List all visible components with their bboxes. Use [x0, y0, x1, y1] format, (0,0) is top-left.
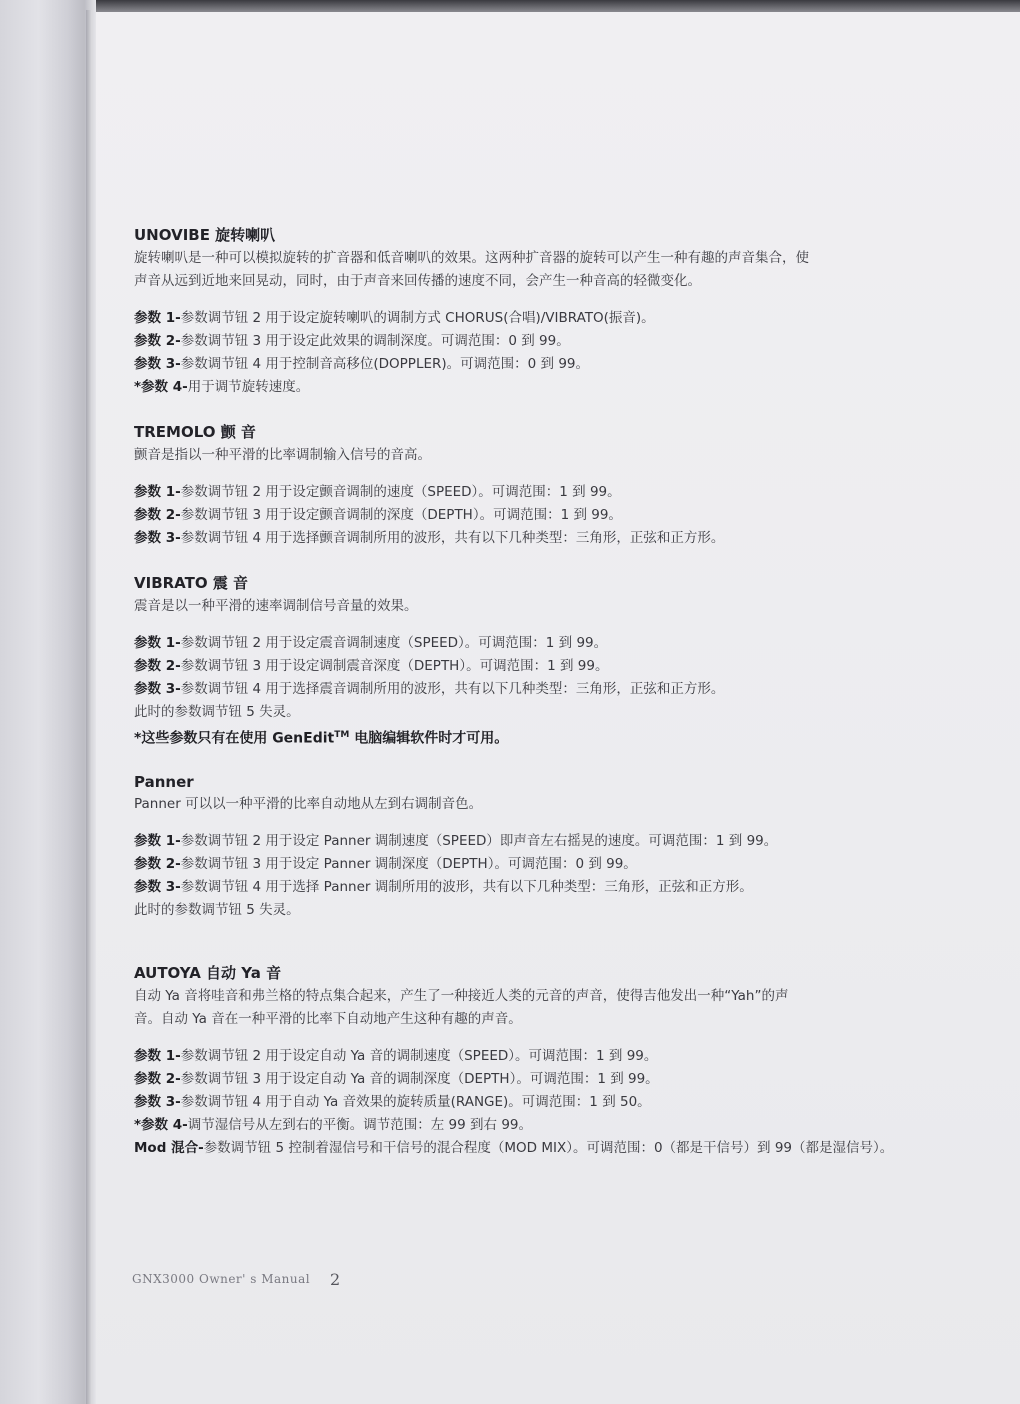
- genedit-note: [134, 724, 954, 751]
- autoya-heading: AUTOYA 自动 Ya 音: [134, 963, 282, 982]
- autoya-param-1: [134, 1045, 954, 1068]
- tremolo-param-1: [134, 481, 954, 504]
- param-text: 参数调节钮 2 用于设定旋转喇叭的调制方式 CHORUS(合唱)/VIBRATO(振音)。: [180, 310, 655, 326]
- param-text: 参数调节钮 5 控制着湿信号和干信号的混合程度（MOD MIX）。可调范围：0（都是干信号）到 99（都是湿信号）。: [203, 1139, 894, 1156]
- param-text: 参数调节钮 4 用于自动 Ya 音效果的旋转质量(RANGE)。可调范围：1 到 50。: [180, 1093, 651, 1110]
- unovibe-param-3: [134, 353, 954, 376]
- unovibe-param-4: [134, 376, 954, 399]
- param-text: 参数调节钮 3 用于设定 Panner 调制深度（DEPTH）。可调范围：0 到 99。: [180, 855, 637, 872]
- panner-param-2: [134, 853, 954, 876]
- param-text: 参数调节钮 4 用于选择震音调制所用的波形，共有以下几种类型：三角形，正弦和正方形。: [180, 681, 725, 697]
- tremolo-param-2: [134, 504, 954, 527]
- section-unovibe: [134, 224, 954, 399]
- panner-heading: Panner: [134, 772, 194, 791]
- page-gutter: [86, 10, 92, 1404]
- param-key: 参数 2-: [134, 333, 181, 349]
- param-key: 参数 1-: [134, 635, 181, 651]
- scan-top-shadow: [0, 0, 1020, 12]
- vibrato-param-3: [134, 678, 954, 701]
- autoya-param-3: [134, 1091, 954, 1114]
- param-key: 参数 2-: [134, 658, 181, 674]
- trademark-mark: TM: [334, 730, 350, 740]
- autoya-param-2: [134, 1068, 954, 1091]
- section-panner: [134, 773, 954, 922]
- param-key: 参数 2-: [134, 507, 181, 523]
- vibrato-heading: VIBRATO 震 音: [134, 574, 249, 592]
- unovibe-param-2: [134, 330, 954, 353]
- param-key: 参数 3-: [134, 1093, 181, 1110]
- vibrato-description: 震音是以一种平滑的速率调制信号音量的效果。: [134, 598, 418, 614]
- param-key: 参数 2-: [134, 855, 181, 872]
- param-text: 参数调节钮 4 用于选择 Panner 调制所用的波形，共有以下几种类型：三角形，正弦和正方形。: [180, 878, 753, 895]
- param-key: 参数 3-: [134, 530, 181, 546]
- vibrato-param-1: [134, 632, 954, 655]
- param-key: *参数 4-: [134, 1116, 188, 1133]
- vibrato-param-2: [134, 655, 954, 678]
- param-text: 参数调节钮 3 用于设定调制震音深度（DEPTH）。可调范围：1 到 99。: [180, 658, 609, 674]
- param-text: 参数调节钮 4 用于控制音高移位(DOPPLER)。可调范围：0 到 99。: [180, 356, 589, 372]
- page-content: [134, 224, 954, 1182]
- section-tremolo: [134, 421, 954, 550]
- autoya-mod-mix: [134, 1137, 954, 1160]
- param-key: 参数 3-: [134, 878, 181, 895]
- panner-param-1: [134, 830, 954, 853]
- param-text: 参数调节钮 2 用于设定震音调制速度（SPEED）。可调范围：1 到 99。: [180, 635, 608, 651]
- tremolo-description: 颤音是指以一种平滑的比率调制输入信号的音高。: [134, 447, 431, 463]
- param-text: 参数调节钮 3 用于设定自动 Ya 音的调制深度（DEPTH）。可调范围：1 到 99。: [180, 1070, 659, 1087]
- param-key: 参数 3-: [134, 681, 181, 697]
- unovibe-heading: UNOVIBE 旋转喇叭: [134, 226, 276, 244]
- param-key: 参数 1-: [134, 1047, 181, 1064]
- panner-description: Panner 可以以一种平滑的比率自动地从左到右调制音色。: [134, 795, 483, 812]
- param-text: 参数调节钮 2 用于设定 Panner 调制速度（SPEED）即声音左右摇晃的速度。可调范围：1 到 99。: [180, 832, 778, 849]
- tremolo-param-3: [134, 527, 954, 550]
- param-text: 用于调节旋转速度。: [187, 379, 310, 395]
- page-number: 2: [330, 1270, 341, 1289]
- param-key: 参数 2-: [134, 1070, 181, 1087]
- panner-param-3: [134, 876, 954, 899]
- param-key: *参数 4-: [134, 379, 188, 395]
- book-spine: [0, 0, 96, 1404]
- vibrato-note: 此时的参数调节钮 5 失灵。: [134, 704, 300, 720]
- param-text: 参数调节钮 3 用于设定此效果的调制深度。可调范围：0 到 99。: [180, 333, 570, 349]
- param-key: Mod 混合-: [134, 1139, 204, 1156]
- param-text: 参数调节钮 2 用于设定颤音调制的速度（SPEED）。可调范围：1 到 99。: [180, 484, 621, 500]
- param-key: 参数 1-: [134, 484, 181, 500]
- tremolo-heading: TREMOLO 颤 音: [134, 423, 256, 441]
- param-key: 参数 3-: [134, 356, 181, 372]
- param-key: 参数 1-: [134, 310, 181, 326]
- param-text: 调节湿信号从左到右的平衡。调节范围：左 99 到右 99。: [187, 1116, 532, 1133]
- autoya-param-4: [134, 1114, 954, 1137]
- unovibe-description: 旋转喇叭是一种可以模拟旋转的扩音器和低音喇叭的效果。这两种扩音器的旋转可以产生一种有趣的声音集合，使声音从远到近地来回晃动，同时，由于声音来回传播的速度不同，会产生一种音高的轻微变化。: [134, 250, 809, 289]
- unovibe-param-1: [134, 307, 954, 330]
- panner-note: 此时的参数调节钮 5 失灵。: [134, 901, 300, 918]
- section-autoya: [134, 962, 954, 1160]
- param-text: 参数调节钮 4 用于选择颤音调制所用的波形，共有以下几种类型：三角形，正弦和正方形。: [180, 530, 725, 546]
- param-key: 参数 1-: [134, 832, 181, 849]
- param-text: 参数调节钮 3 用于设定颤音调制的深度（DEPTH）。可调范围：1 到 99。: [180, 507, 622, 523]
- param-text: 参数调节钮 2 用于设定自动 Ya 音的调制速度（SPEED）。可调范围：1 到 99。: [180, 1047, 658, 1064]
- autoya-description: 自动 Ya 音将哇音和弗兰格的特点集合起来，产生了一种接近人类的元音的声音，使得吉他发出一种“Yah”的声音。自动 Ya 音在一种平滑的比率下自动地产生这种有趣的声音。: [134, 987, 789, 1027]
- genedit-note-text: *这些参数只有在使用 GenEdit: [134, 730, 335, 747]
- section-vibrato: [134, 572, 954, 751]
- footer-manual-title: GNX3000 Owner' s Manual: [132, 1272, 311, 1286]
- genedit-note-tail: 电脑编辑软件时才可用。: [349, 730, 509, 747]
